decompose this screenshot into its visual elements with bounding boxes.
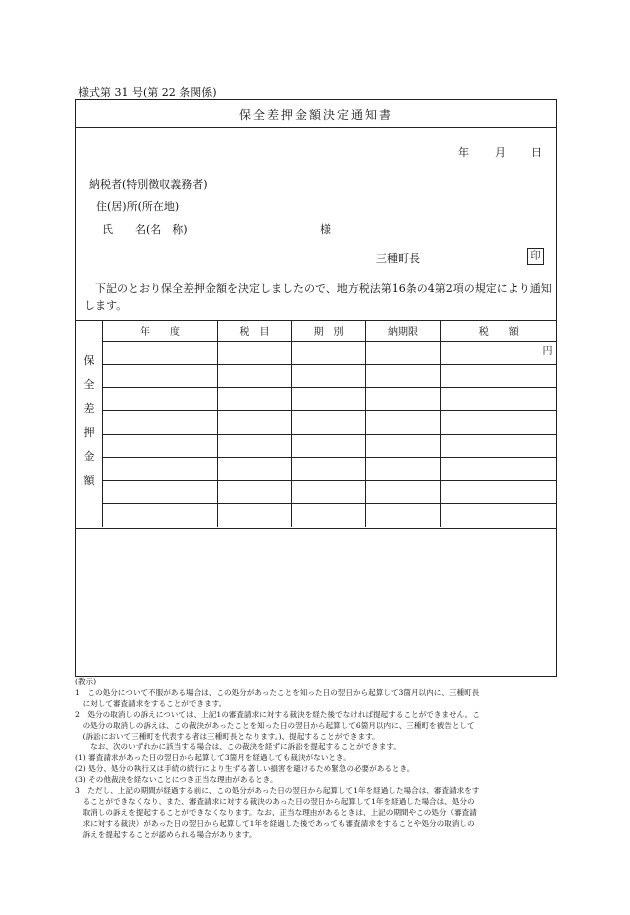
note-line: 求に対する裁決）があった日の翌日から起算して1年を経過した後であっても審査請求をすることや処分の取消しの (75, 818, 475, 828)
address-label: 住(居)所(所在地) (96, 200, 180, 213)
table-row (103, 504, 557, 527)
side-char: 額 (83, 474, 95, 487)
table-cell (218, 388, 292, 411)
header-tax-item: 税 目 (218, 321, 292, 341)
table-cell (441, 411, 557, 434)
note-line: (3) その他裁決を経ないことにつき正当な理由があるとき。 (75, 775, 278, 785)
table-cell (218, 411, 292, 434)
table-cell (292, 411, 366, 434)
date-month: 月 (495, 146, 506, 159)
note-line: (訴訟において三種町を代表する者は三種町長となります。)、提起することができます。 (75, 731, 380, 741)
issuer-name: 三種町長 (376, 252, 420, 265)
honorific: 様 (320, 223, 331, 236)
table-row (103, 434, 557, 457)
table-header-row (103, 321, 557, 341)
table-row (103, 457, 557, 480)
document-title: 保全差押金額決定通知書 (238, 108, 393, 122)
table-cell (218, 504, 292, 527)
name-label: 氏 名(名 称) (102, 223, 188, 236)
form-number-label: 様式第 31 号(第 22 条関係) (78, 86, 217, 99)
table-cell (366, 411, 441, 434)
table-cell (218, 364, 292, 387)
table-row (103, 481, 557, 504)
table-cell (292, 481, 366, 504)
table-cell (441, 388, 557, 411)
note-line: に対して審査請求をすることができます。 (75, 698, 227, 708)
table-cell (366, 364, 441, 387)
note-line: (1) 審査請求があった日の翌日から起算して3箇月を経過しても裁決がないとき。 (75, 753, 351, 763)
table-cell (103, 341, 218, 364)
table-cell (103, 434, 218, 457)
table-cell (441, 364, 557, 387)
taxpayer-label: 納税者(特別徴収義務者) (89, 178, 208, 191)
note-line: の処分の取消しの訴えは、この裁決があったことを知った日の翌日から起算して6箇月以内に、三種町を被告として (75, 720, 475, 730)
amount-table (102, 321, 557, 527)
table-cell (218, 481, 292, 504)
table-cell (366, 504, 441, 527)
table-cell (292, 364, 366, 387)
note-line: 3 ただし、上記の期間が経過する前に、この処分があった日の翌日から起算して1年を経過した場合は、審査請求をす (75, 786, 480, 796)
table-cell (292, 341, 366, 364)
title-row (76, 100, 556, 128)
table-cell (103, 504, 218, 527)
table-cell (103, 481, 218, 504)
table-cell (366, 481, 441, 504)
seal-stamp: 印 (527, 248, 544, 265)
table-cell (366, 434, 441, 457)
header-tax-amount: 税 額 (441, 321, 557, 341)
table-cell (292, 434, 366, 457)
table-cell (366, 388, 441, 411)
note-line: 訴えを提起することが認められる場合があります。 (75, 829, 257, 839)
table-cell (441, 434, 557, 457)
table-cell (218, 457, 292, 480)
table-cell (366, 341, 441, 364)
side-label (81, 349, 97, 493)
table-cell (366, 457, 441, 480)
table-cell (103, 457, 218, 480)
legal-notes (75, 677, 565, 841)
table-cell (441, 481, 557, 504)
note-line: (教示) (75, 677, 97, 686)
note-line: なお、次のいずれかに該当する場合は、この裁決を経ずに訴訟を提起することができます。 (75, 742, 401, 752)
table-cell (103, 388, 218, 411)
note-line: 1 この処分について不服がある場合は、この処分があったことを知った日の翌日から起算して3箇月以内に、三種町長 (75, 687, 480, 697)
table-row (103, 341, 557, 364)
table-cell (103, 364, 218, 387)
table-cell (218, 341, 292, 364)
side-char: 保 (83, 354, 95, 367)
side-char: 全 (83, 378, 95, 391)
table-cell (292, 388, 366, 411)
table-row (103, 364, 557, 387)
notice-form (75, 99, 557, 677)
header-fiscal-year: 年 度 (103, 321, 218, 341)
notice-body: 下記のとおり保全差押金額を決定しましたので、地方税法第16条の4第2項の規定により通知します。 (84, 282, 552, 312)
table-cell (441, 504, 557, 527)
header-due-date: 納期限 (366, 321, 441, 341)
date-day: 日 (531, 146, 542, 159)
table-row (103, 411, 557, 434)
amount-table-section (76, 320, 556, 529)
date-year: 年 (458, 146, 469, 159)
table-cell (292, 457, 366, 480)
table-cell (218, 434, 292, 457)
header-period: 期 別 (292, 321, 366, 341)
side-char: 差 (83, 402, 95, 415)
table-cell (292, 504, 366, 527)
note-line: 2 処分の取消しの訴えについては、上記1の審査請求に対する裁決を経た後でなければ提起することができません。こ (75, 709, 480, 719)
side-char: 押 (83, 426, 95, 439)
table-row (103, 388, 557, 411)
note-line: (2) 処分、処分の執行又は手続の続行により生ずる著しい損害を避けるため緊急の必要があるとき。 (75, 764, 415, 774)
table-cell (103, 411, 218, 434)
side-char: 金 (83, 450, 95, 463)
yen-unit: 円 (441, 341, 557, 364)
note-line: ることができなくなり、また、審査請求に対する裁決のあった日の翌日から起算して1年を経過した場合は、処分の (75, 796, 475, 806)
table-cell (441, 457, 557, 480)
note-line: 取消しの訴えを提起することができなくなります。なお、正当な理由があるときは、上記の期間やこの処分（審査請 (75, 807, 477, 817)
